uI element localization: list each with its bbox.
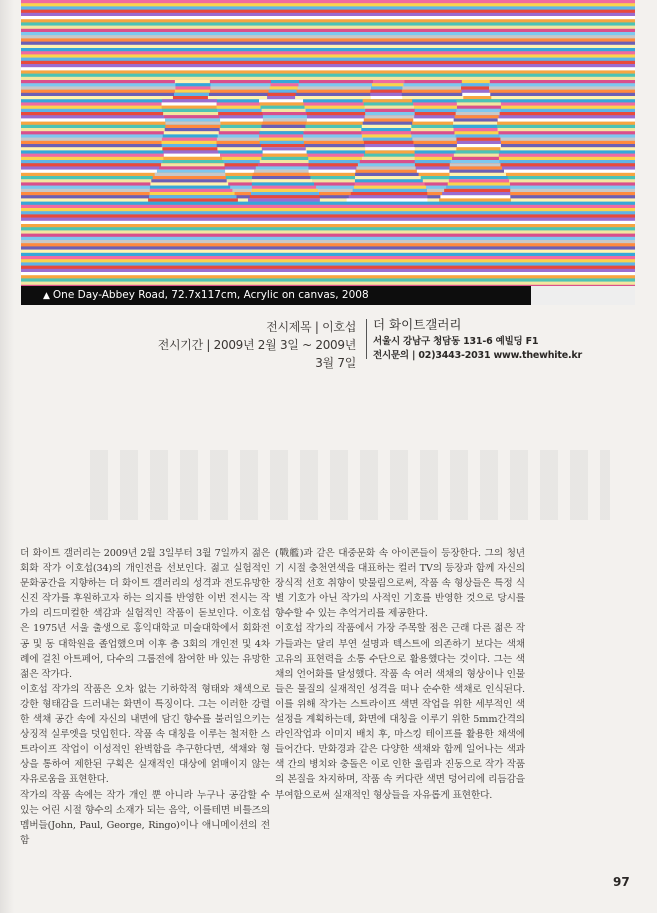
figure-stripe	[360, 160, 415, 164]
figure-stripe	[446, 186, 510, 190]
artwork-image	[21, 0, 635, 305]
page-binding-shadow	[0, 0, 14, 913]
figure-stripe	[456, 138, 500, 142]
stripe	[21, 93, 635, 97]
figure-stripe	[362, 134, 412, 138]
stripe	[21, 131, 635, 135]
stripe	[21, 243, 635, 247]
figure-stripe	[463, 96, 491, 100]
stripe	[21, 272, 635, 276]
stripe	[21, 22, 635, 26]
stripe	[21, 80, 635, 84]
stripe	[21, 182, 635, 186]
figure-stripe	[355, 173, 419, 177]
figure-stripe	[263, 115, 307, 119]
stripe	[21, 266, 635, 270]
stripe	[21, 205, 635, 209]
figure-stripe	[162, 141, 217, 145]
figure-stripe	[268, 93, 296, 97]
stripe	[21, 99, 635, 103]
figure-stripe	[453, 122, 497, 126]
figure-stripe	[165, 125, 220, 129]
figure-stripe	[448, 182, 510, 186]
figure-stripe	[455, 115, 499, 119]
figure-stripe	[267, 96, 295, 100]
caption-strip-blank	[531, 286, 635, 305]
figure-stripe	[450, 163, 501, 167]
figure-stripe	[252, 179, 312, 183]
stripe	[21, 13, 635, 16]
figure-stripe	[263, 118, 307, 122]
figure-stripe	[442, 192, 510, 196]
stripe	[21, 253, 635, 256]
figure-stripe	[365, 150, 415, 154]
figure-stripe	[373, 80, 405, 84]
stripe	[21, 118, 635, 122]
figure-stripe	[356, 166, 415, 170]
figure-stripe	[353, 189, 427, 193]
figure-stripe	[371, 96, 403, 100]
stripe	[21, 19, 635, 23]
stripe	[21, 45, 635, 49]
stripe	[21, 176, 635, 180]
figure-stripe	[453, 125, 497, 129]
exhibition-info	[150, 318, 356, 372]
figure-stripe	[261, 106, 305, 110]
figure-stripe	[164, 131, 219, 135]
figure-stripe	[173, 96, 208, 100]
figure-stripe	[162, 138, 217, 142]
page-number: 97	[613, 875, 630, 889]
figure-stripe	[150, 186, 230, 190]
figure-stripe	[461, 86, 489, 90]
figure-stripe	[362, 125, 412, 129]
figure-stripe	[462, 93, 490, 97]
exhibition-period: 전시기간 | 2009년 2월 3일 ~ 2009년 3월 7일	[157, 338, 356, 370]
figure-stripe	[270, 83, 298, 87]
stripe	[21, 150, 635, 154]
stripe	[21, 32, 635, 36]
figure-stripe	[456, 147, 500, 151]
stripe	[21, 67, 635, 71]
figure-stripe	[259, 134, 303, 138]
figure-stripe	[456, 99, 500, 103]
stripe	[21, 259, 635, 263]
figure-stripe	[358, 163, 415, 167]
figure-stripe	[248, 198, 320, 202]
stripe	[21, 74, 635, 78]
figure-stripe	[258, 163, 309, 167]
figure-stripe	[365, 147, 415, 151]
figure-stripe	[161, 163, 224, 167]
figure-stripe	[364, 102, 414, 106]
figure-stripe	[457, 106, 501, 110]
figure-stripe	[444, 189, 510, 193]
stripe	[21, 83, 635, 87]
figure-stripe	[355, 182, 425, 186]
exhibition-title: 전시제목 | 이호섭	[266, 320, 356, 334]
stripe	[21, 269, 635, 273]
stripe	[21, 38, 635, 42]
stripe	[21, 102, 635, 106]
stripe	[21, 0, 635, 4]
stripe	[21, 163, 635, 167]
paragraph: 이호섭 작가의 작품에서 가장 주목할 점은 근래 다른 젊은 작가들과는 달리 부연 설명과 텍스트에 의존하기 보다는 색채 고유의 표현력을 소통 수단으로 활용했다는 것이다. 그는 색채의 언어화를 달성했다. 작품 속 여러 색채의 형상이나 인물들은 물질의 실재적인 성격을 떠나 순수한 색채로 인식된다. 이를 위해 작가는 스트라이프 색면 작업을 위한 세부적인 색 설정을 계획하는데, 화면에 대칭을 이루기 위한 5mm간격의 라인작업과 이미지 배치 후, 마스킹 테이프를 활용한 채색에 들어간다. 만화경과 같은 다양한 색채와 함께 일어나는 색과 색 간의 병치와 충돌은 이로 인한 울림과 진동으로 작가 작품의 본질을 차지하며, 작품 속 커다란 색면 덩어리에 리듬감을 부여함으로써 실재적인 형상들을 자유롭게 표현한다.	[275, 623, 525, 801]
figure-stripe	[261, 125, 305, 129]
show-through-ghost	[90, 450, 610, 520]
stripe	[21, 48, 635, 52]
figure-stripe	[365, 106, 415, 110]
stripe	[21, 166, 635, 170]
figure-stripe	[371, 86, 403, 90]
stripe	[21, 96, 635, 100]
stripe	[21, 90, 635, 94]
stripe	[21, 173, 635, 177]
figure-stripe	[355, 176, 421, 180]
stripe	[21, 157, 635, 161]
stripe	[21, 221, 635, 225]
stripe	[21, 77, 635, 81]
gallery-info	[373, 317, 633, 363]
figure-stripe	[164, 115, 219, 119]
stripe	[21, 240, 635, 244]
figure-stripe	[372, 83, 404, 87]
stripe	[21, 134, 635, 138]
figure-stripe	[449, 170, 504, 174]
figure-stripe	[260, 128, 304, 132]
gallery-address: 서울시 강남구 청담동 131-6 예빌딩 F1	[373, 336, 539, 347]
stripe	[21, 282, 635, 286]
figure-stripe	[449, 176, 507, 180]
stripe	[21, 35, 635, 39]
figure-stripe	[354, 186, 426, 190]
caption-text: One Day-Abbey Road, 72.7x117cm, Acrylic on canvas, 2008	[52, 289, 369, 301]
figure-stripe	[162, 99, 217, 103]
stripe	[21, 230, 635, 234]
figure-stripe	[351, 192, 428, 196]
figure-stripe	[163, 150, 218, 154]
paragraph: 작가의 작품 속에는 작가 개인 뿐 아니라 누구나 공감할 수 있는 어린 시절 향수의 소재가 되는 음악, 이를테면 비틀즈의 멤버들(John, Paul, George, Ringo)이나 애니메이션의 전함	[20, 789, 270, 846]
figure-stripe	[364, 118, 414, 122]
figure-stripe	[365, 109, 415, 113]
figure-stripe	[159, 166, 225, 170]
figure-stripe	[355, 170, 416, 174]
figure-stripe	[253, 173, 309, 177]
figure-stripe	[449, 179, 509, 183]
stripe	[21, 218, 635, 222]
figure-stripe	[251, 192, 319, 196]
stripe	[21, 186, 635, 190]
figure-stripe	[451, 160, 500, 164]
stripe	[21, 112, 635, 116]
figure-stripe	[364, 154, 415, 158]
stripe	[21, 138, 635, 142]
stripe	[21, 125, 635, 129]
stripe	[21, 144, 635, 148]
info-divider	[366, 319, 367, 359]
figure-stripe	[263, 150, 307, 154]
stripe	[21, 214, 635, 218]
figure-stripe	[457, 144, 501, 148]
figure-stripe	[252, 182, 314, 186]
figure-stripe	[162, 102, 217, 106]
stripe	[21, 10, 635, 14]
figure-stripe	[162, 144, 217, 148]
figure-stripe	[262, 122, 306, 126]
stripe	[21, 170, 635, 174]
stripe	[21, 141, 635, 145]
stripe	[21, 256, 635, 260]
figure-stripe	[365, 115, 415, 119]
figure-stripe	[260, 160, 309, 164]
figure-stripe	[165, 122, 220, 126]
paragraph: 이호섭 작가의 작품은 오차 없는 기하학적 형태와 채색으로 강한 형태감을 드러내는 화면이 특징이다. 그는 이러한 강렬한 색채 공간 속에 자신의 내면에 담긴 향수를 불러일으키는 상징적 실루엣을 덧입힌다. 작품 속 대칭을 이루는 철저한 스트라이프 작업이 이성적인 완벽함을 추구한다면, 색채와 형상을 통하여 제한된 구획은 실재적인 대상에 얽매이지 않는 자유로움을 표현한다.	[20, 683, 270, 786]
figure-stripe	[259, 131, 303, 135]
figure-stripe	[363, 99, 413, 103]
stripe	[21, 42, 635, 46]
stripe	[21, 109, 635, 113]
figure-stripe	[254, 170, 309, 174]
figure-stripe	[261, 157, 308, 161]
figure-stripe	[454, 128, 498, 132]
figure-stripe	[175, 90, 210, 94]
figure-stripe	[355, 179, 423, 183]
figure-stripe	[370, 93, 402, 97]
figure-stripe	[150, 192, 235, 196]
stripe	[21, 278, 635, 282]
figure-stripe	[163, 134, 218, 138]
figure-stripe	[370, 90, 402, 94]
stripe	[21, 224, 635, 228]
figure-stripe	[250, 195, 320, 199]
stripe	[21, 208, 635, 212]
stripe	[21, 227, 635, 231]
stripe	[21, 189, 635, 193]
stripe	[21, 275, 635, 279]
stripe	[21, 70, 635, 74]
figure-stripe	[162, 160, 223, 164]
figure-stripe	[462, 80, 490, 84]
figure-stripe	[175, 86, 210, 90]
figure-stripe	[450, 173, 506, 177]
paragraph: 더 화이트 갤러리는 2009년 2월 3일부터 3월 7일까지 젊은 회화 작가 이호섭(34)의 개인전을 선보인다. 젊고 실험적인 문화공간을 지향하는 더 화이트 갤러리의 성격과 전도유망한 신진 작가를 후원하고자 하는 의지를 반영한 이번 전시는 작가의 리드미컬한 색감과 실험적인 작품이 돋보인다. 이호섭은 1975년 서울 출생으로 홍익대학교 미술대학에서 회화전공 및 동 대학원을 졸업했으며 이후 총 3회의 개인전 및 4차례에 걸친 아트페어, 다수의 그룹전에 참여한 바 있는 유망한 젊은 작가다.	[20, 548, 270, 680]
figure-stripe	[252, 176, 310, 180]
figure-stripe	[452, 157, 499, 161]
artwork-caption	[21, 286, 531, 305]
stripe	[21, 179, 635, 183]
stripe	[21, 128, 635, 132]
figure-stripe	[362, 157, 415, 161]
figure-stripe	[461, 90, 489, 94]
stripe	[21, 122, 635, 126]
figure-stripe	[262, 112, 306, 116]
figure-stripe	[461, 83, 489, 87]
figure-stripe	[440, 195, 510, 199]
stripe	[21, 3, 635, 6]
figure-stripe	[256, 166, 309, 170]
figure-stripe	[262, 147, 306, 151]
figure-stripe	[163, 157, 222, 161]
stripe	[21, 64, 635, 68]
stripe	[21, 51, 635, 55]
figure-stripe	[449, 166, 502, 170]
figure-stripe	[151, 179, 226, 183]
figure-stripe	[347, 198, 428, 202]
figure-stripe	[262, 109, 306, 113]
figure-stripe	[260, 141, 304, 145]
figure-stripe	[163, 112, 218, 116]
figure-stripe	[164, 154, 220, 158]
figure-stripe	[260, 102, 304, 106]
figure-stripe	[361, 131, 411, 135]
figure-stripe	[175, 80, 210, 84]
stripe	[21, 246, 635, 250]
figure-stripe	[457, 102, 501, 106]
figure-stripe	[454, 118, 498, 122]
figure-stripe	[165, 128, 220, 132]
stripe	[21, 61, 635, 65]
figure-stripe	[263, 154, 308, 158]
figure-stripe	[271, 80, 299, 84]
article-column-left	[20, 546, 270, 848]
figure-stripe	[270, 86, 298, 90]
figure-stripe	[456, 112, 500, 116]
stripe	[21, 115, 635, 119]
figure-stripe	[261, 144, 305, 148]
stripe	[21, 54, 635, 58]
figure-stripe	[349, 195, 428, 199]
stripe	[21, 250, 635, 254]
figure-stripe	[150, 189, 233, 193]
stripe	[21, 106, 635, 110]
figure-stripe	[157, 170, 225, 174]
stripe	[21, 160, 635, 164]
stripe	[21, 262, 635, 266]
figure-stripe	[259, 138, 303, 142]
figure-stripe	[148, 198, 238, 202]
figure-stripe	[457, 141, 501, 145]
stripe	[21, 147, 635, 151]
stripe	[21, 234, 635, 238]
figure-stripe	[363, 122, 413, 126]
stripe	[21, 26, 635, 30]
figure-stripe	[361, 128, 411, 132]
figure-stripe	[259, 99, 303, 103]
stripe	[21, 86, 635, 90]
paragraph: (戰艦)과 같은 대중문화 속 아이콘들이 등장한다. 그의 청년기 시절 충천연색을 대표하는 컬러 TV의 등장과 함께 자신의 장식적 선호 취향이 맞물림으로써, 작품 속 형상들은 특정 식별 기호가 아닌 작가의 사적인 기호를 반영한 것으로 당시를 향수할 수 있는 추억거리를 제공한다.	[275, 548, 525, 620]
figure-stripe	[155, 173, 226, 177]
stripe	[21, 58, 635, 62]
figure-stripe	[162, 106, 217, 110]
stripe	[21, 6, 635, 9]
figure-stripe	[252, 189, 318, 193]
figure-stripe	[174, 93, 209, 97]
figure-stripe	[153, 176, 226, 180]
figure-stripe	[252, 186, 316, 190]
figure-stripe	[149, 195, 236, 199]
article-column-right	[275, 546, 525, 803]
figure-stripe	[454, 131, 498, 135]
figure-stripe	[175, 83, 210, 87]
stripe	[21, 16, 635, 20]
stripe	[21, 195, 635, 199]
figure-stripe	[363, 138, 413, 142]
stripe	[21, 154, 635, 158]
figure-stripe	[365, 144, 415, 148]
figure-stripe	[454, 154, 499, 158]
stripe	[21, 237, 635, 241]
figure-stripe	[269, 90, 297, 94]
caption-triangle-icon: ▲	[43, 291, 50, 301]
stripe	[21, 198, 635, 202]
figure-stripe	[456, 134, 500, 138]
figure-stripe	[365, 112, 415, 116]
stripe	[21, 192, 635, 196]
stripe	[21, 202, 635, 206]
figure-stripe	[162, 147, 217, 151]
figure-stripe	[162, 109, 217, 113]
gallery-contact: 전시문의 | 02)3443-2031 www.thewhite.kr	[373, 350, 582, 361]
figure-stripe	[150, 182, 228, 186]
stripe	[21, 211, 635, 215]
figure-stripe	[364, 141, 414, 145]
figure-stripe	[439, 198, 511, 202]
striped-painting	[21, 0, 635, 305]
figure-stripe	[165, 118, 220, 122]
figure-stripe	[457, 109, 501, 113]
gallery-name: 더 화이트갤러리	[373, 317, 462, 332]
stripe	[21, 29, 635, 33]
figure-stripe	[455, 150, 499, 154]
